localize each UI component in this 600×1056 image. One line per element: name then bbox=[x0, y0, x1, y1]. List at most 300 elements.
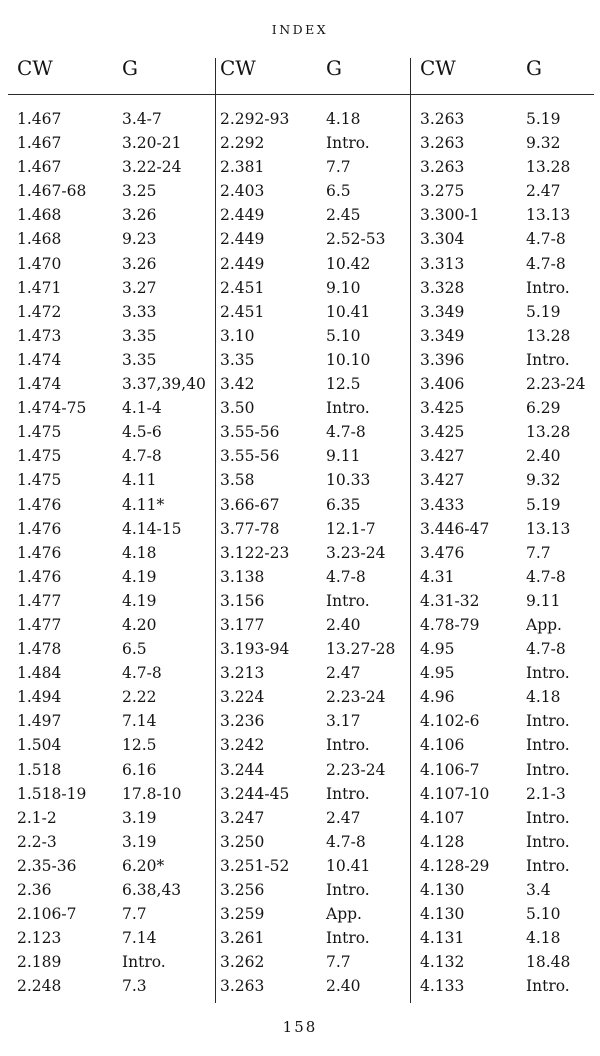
cw-reference: 1.476 bbox=[17, 495, 62, 514]
index-entry bbox=[0, 300, 210, 324]
index-entry bbox=[0, 806, 210, 830]
index-entry bbox=[0, 589, 210, 613]
cw-reference: 1.494 bbox=[17, 688, 62, 707]
index-entry bbox=[0, 878, 210, 902]
index-entry bbox=[410, 252, 600, 276]
g-reference: 3.4-7 bbox=[122, 110, 162, 128]
cw-reference: 1.478 bbox=[17, 640, 62, 659]
index-entry bbox=[210, 589, 410, 613]
g-reference: 4.20 bbox=[122, 615, 157, 634]
index-entry bbox=[0, 396, 210, 420]
cw-reference: 2.451 bbox=[220, 278, 265, 297]
cw-reference: 3.263 bbox=[420, 110, 465, 128]
g-reference: 3.22-24 bbox=[122, 158, 182, 177]
index-entry bbox=[210, 950, 410, 974]
index-entry bbox=[0, 252, 210, 276]
index-entry bbox=[0, 203, 210, 227]
cw-reference: 3.156 bbox=[220, 591, 265, 610]
g-reference: 9.32 bbox=[526, 471, 561, 490]
index-entry bbox=[210, 685, 410, 709]
index-entry bbox=[0, 637, 210, 661]
g-reference: 9.32 bbox=[526, 134, 561, 153]
g-reference: App. bbox=[526, 615, 562, 634]
index-entry bbox=[0, 902, 210, 926]
index-entry bbox=[410, 685, 600, 709]
g-reference: Intro. bbox=[526, 977, 570, 996]
index-entry bbox=[410, 372, 600, 396]
index-entry bbox=[210, 324, 410, 348]
index-entry bbox=[410, 709, 600, 733]
cw-reference: 4.96 bbox=[420, 688, 455, 707]
index-column-3 bbox=[410, 56, 600, 1001]
cw-reference: 3.263 bbox=[420, 158, 465, 177]
index-entry bbox=[0, 107, 210, 131]
g-reference: Intro. bbox=[526, 808, 570, 827]
index-entry bbox=[0, 565, 210, 589]
index-entry bbox=[410, 758, 600, 782]
cw-reference: 2.35-36 bbox=[17, 856, 77, 875]
cw-reference: 1.474-75 bbox=[17, 399, 87, 418]
g-reference: 12.5 bbox=[326, 375, 361, 394]
cw-reference: 3.244 bbox=[220, 760, 265, 779]
index-column-2 bbox=[210, 56, 410, 1001]
cw-reference: 3.259 bbox=[220, 905, 265, 924]
index-entry bbox=[410, 324, 600, 348]
cw-reference: 4.133 bbox=[420, 977, 465, 996]
cw-reference: 2.106-7 bbox=[17, 905, 77, 924]
g-reference: 7.14 bbox=[122, 712, 157, 731]
index-entry bbox=[410, 444, 600, 468]
g-reference: 4.19 bbox=[122, 567, 157, 586]
g-reference: Intro. bbox=[526, 832, 570, 851]
cw-reference: 4.106-7 bbox=[420, 760, 480, 779]
index-entry bbox=[210, 517, 410, 541]
g-reference: 2.23-24 bbox=[526, 375, 586, 394]
index-entry bbox=[410, 613, 600, 637]
index-entry bbox=[210, 613, 410, 637]
cw-reference: 3.213 bbox=[220, 664, 265, 683]
cw-reference: 3.55-56 bbox=[220, 447, 280, 466]
g-reference: Intro. bbox=[526, 278, 570, 297]
index-entry bbox=[410, 517, 600, 541]
g-reference: 6.35 bbox=[326, 495, 361, 514]
g-reference: 2.47 bbox=[326, 808, 361, 827]
cw-reference: 4.95 bbox=[420, 664, 455, 683]
index-entry bbox=[210, 974, 410, 998]
cw-reference: 2.1-2 bbox=[17, 808, 57, 827]
cw-reference: 2.2-3 bbox=[17, 832, 57, 851]
cw-reference: 4.128-29 bbox=[420, 856, 490, 875]
cw-reference: 1.475 bbox=[17, 471, 62, 490]
g-reference: 9.11 bbox=[326, 447, 361, 466]
cw-reference: 4.130 bbox=[420, 881, 465, 899]
index-entry bbox=[210, 758, 410, 782]
g-reference: Intro. bbox=[326, 881, 370, 899]
g-reference: Intro. bbox=[326, 591, 370, 610]
cw-reference: 1.474 bbox=[17, 350, 62, 369]
cw-reference: 3.251-52 bbox=[220, 856, 290, 875]
g-reference: 9.23 bbox=[122, 230, 157, 249]
cw-reference: 3.244-45 bbox=[220, 784, 290, 803]
index-entry bbox=[0, 493, 210, 517]
cw-reference: 4.31-32 bbox=[420, 591, 480, 610]
index-entry bbox=[410, 782, 600, 806]
g-reference: 5.10 bbox=[326, 326, 361, 345]
cw-reference: 3.263 bbox=[220, 977, 265, 996]
g-reference: 3.23-24 bbox=[326, 543, 386, 562]
cw-reference: 1.476 bbox=[17, 519, 62, 538]
cw-reference: 1.467-68 bbox=[17, 182, 87, 201]
cw-reference: 3.236 bbox=[220, 712, 265, 731]
index-entry bbox=[0, 444, 210, 468]
g-reference: 5.19 bbox=[526, 110, 561, 128]
index-entry bbox=[210, 396, 410, 420]
cw-reference: 3.247 bbox=[220, 808, 265, 827]
g-reference: 13.13 bbox=[526, 519, 571, 538]
g-header: G bbox=[122, 56, 138, 80]
index-entry bbox=[0, 661, 210, 685]
g-reference: 4.5-6 bbox=[122, 423, 162, 442]
g-reference: 13.13 bbox=[526, 206, 571, 225]
index-entry bbox=[210, 155, 410, 179]
cw-reference: 1.468 bbox=[17, 230, 62, 249]
g-reference: 10.42 bbox=[326, 254, 371, 273]
g-reference: 7.7 bbox=[526, 543, 551, 562]
cw-header: CW bbox=[220, 56, 256, 80]
index-entry bbox=[210, 179, 410, 203]
cw-reference: 1.518 bbox=[17, 760, 62, 779]
g-reference: 7.14 bbox=[122, 929, 157, 948]
cw-reference: 2.292-93 bbox=[220, 110, 290, 128]
g-header: G bbox=[526, 56, 542, 80]
g-reference: 4.7-8 bbox=[326, 423, 366, 442]
index-entry bbox=[210, 493, 410, 517]
index-entry bbox=[0, 782, 210, 806]
index-entry bbox=[410, 348, 600, 372]
cw-reference: 2.403 bbox=[220, 182, 265, 201]
cw-reference: 1.467 bbox=[17, 134, 62, 153]
index-entry bbox=[210, 300, 410, 324]
g-reference: 7.3 bbox=[122, 977, 147, 996]
g-reference: Intro. bbox=[526, 664, 570, 683]
cw-reference: 1.472 bbox=[17, 302, 62, 321]
cw-reference: 2.449 bbox=[220, 206, 265, 225]
g-reference: 6.5 bbox=[122, 640, 147, 659]
index-entry bbox=[210, 131, 410, 155]
cw-reference: 1.476 bbox=[17, 567, 62, 586]
g-reference: 12.1-7 bbox=[326, 519, 376, 538]
index-entry bbox=[0, 179, 210, 203]
g-reference: 4.7-8 bbox=[526, 230, 566, 249]
cw-reference: 3.261 bbox=[220, 929, 265, 948]
cw-reference: 1.475 bbox=[17, 447, 62, 466]
index-entry bbox=[0, 227, 210, 251]
g-reference: 4.19 bbox=[122, 591, 157, 610]
g-reference: 5.19 bbox=[526, 302, 561, 321]
g-reference: 2.47 bbox=[526, 182, 561, 201]
index-entry bbox=[410, 179, 600, 203]
cw-reference: 3.224 bbox=[220, 688, 265, 707]
cw-reference: 3.433 bbox=[420, 495, 465, 514]
index-entry bbox=[410, 661, 600, 685]
index-entry bbox=[0, 733, 210, 757]
g-reference: 3.19 bbox=[122, 832, 157, 851]
index-entry bbox=[410, 493, 600, 517]
g-reference: 3.33 bbox=[122, 302, 157, 321]
index-entry bbox=[0, 468, 210, 492]
g-reference: 2.23-24 bbox=[326, 688, 386, 707]
index-entry bbox=[410, 541, 600, 565]
g-reference: 3.4 bbox=[526, 881, 551, 899]
index-entry bbox=[410, 468, 600, 492]
index-entry bbox=[210, 854, 410, 878]
index-entry bbox=[0, 276, 210, 300]
cw-reference: 3.35 bbox=[220, 350, 255, 369]
g-reference: 2.23-24 bbox=[326, 760, 386, 779]
cw-reference: 4.131 bbox=[420, 929, 465, 948]
index-entry bbox=[410, 203, 600, 227]
cw-reference: 3.349 bbox=[420, 326, 465, 345]
cw-reference: 1.470 bbox=[17, 254, 62, 273]
g-reference: 6.38,43 bbox=[122, 881, 182, 899]
g-reference: 2.52-53 bbox=[326, 230, 386, 249]
cw-header: CW bbox=[17, 56, 53, 80]
index-entry bbox=[410, 155, 600, 179]
cw-reference: 1.477 bbox=[17, 591, 62, 610]
g-reference: Intro. bbox=[326, 929, 370, 948]
index-entry bbox=[410, 589, 600, 613]
index-entry bbox=[210, 203, 410, 227]
index-entry bbox=[0, 155, 210, 179]
g-reference: 3.19 bbox=[122, 808, 157, 827]
g-reference: 4.11* bbox=[122, 495, 165, 514]
cw-reference: 1.468 bbox=[17, 206, 62, 225]
cw-reference: 3.77-78 bbox=[220, 519, 280, 538]
cw-reference: 3.10 bbox=[220, 326, 255, 345]
cw-reference: 3.193-94 bbox=[220, 640, 290, 659]
cw-reference: 3.55-56 bbox=[220, 423, 280, 442]
g-reference: 3.17 bbox=[326, 712, 361, 731]
cw-reference: 1.497 bbox=[17, 712, 62, 731]
page-number: 158 bbox=[282, 1018, 318, 1036]
g-reference: Intro. bbox=[526, 350, 570, 369]
g-reference: 10.41 bbox=[326, 856, 371, 875]
index-entry bbox=[0, 685, 210, 709]
g-reference: 12.5 bbox=[122, 736, 157, 755]
index-entry bbox=[410, 926, 600, 950]
index-entry bbox=[410, 107, 600, 131]
g-reference: 6.16 bbox=[122, 760, 157, 779]
index-entry bbox=[410, 276, 600, 300]
g-reference: 3.26 bbox=[122, 206, 157, 225]
cw-reference: 1.518-19 bbox=[17, 784, 87, 803]
g-reference: Intro. bbox=[526, 736, 570, 755]
cw-reference: 3.446-47 bbox=[420, 519, 490, 538]
index-entry bbox=[210, 565, 410, 589]
cw-reference: 1.474 bbox=[17, 375, 62, 394]
g-reference: 6.5 bbox=[326, 182, 351, 201]
cw-reference: 3.256 bbox=[220, 881, 265, 899]
index-entry bbox=[210, 468, 410, 492]
g-reference: 4.7-8 bbox=[122, 447, 162, 466]
g-reference: 4.7-8 bbox=[526, 567, 566, 586]
index-entry bbox=[210, 372, 410, 396]
index-entry bbox=[210, 276, 410, 300]
g-reference: 3.26 bbox=[122, 254, 157, 273]
index-entry bbox=[210, 227, 410, 251]
cw-reference: 3.122-23 bbox=[220, 543, 290, 562]
index-entry bbox=[0, 950, 210, 974]
index-entry bbox=[410, 300, 600, 324]
cw-reference: 3.177 bbox=[220, 615, 265, 634]
index-entry bbox=[210, 348, 410, 372]
index-entry bbox=[0, 324, 210, 348]
g-reference: 2.47 bbox=[326, 664, 361, 683]
index-entry bbox=[0, 854, 210, 878]
g-reference: Intro. bbox=[326, 399, 370, 418]
cw-reference: 3.476 bbox=[420, 543, 465, 562]
cw-reference: 1.467 bbox=[17, 110, 62, 128]
index-entry bbox=[0, 758, 210, 782]
g-reference: 2.40 bbox=[526, 447, 561, 466]
g-reference: 4.7-8 bbox=[326, 567, 366, 586]
cw-reference: 1.484 bbox=[17, 664, 62, 683]
cw-reference: 3.58 bbox=[220, 471, 255, 490]
index-entry bbox=[210, 733, 410, 757]
cw-reference: 3.425 bbox=[420, 399, 465, 418]
cw-reference: 3.50 bbox=[220, 399, 255, 418]
index-entry bbox=[410, 806, 600, 830]
g-reference: 10.10 bbox=[326, 350, 371, 369]
g-reference: App. bbox=[326, 905, 362, 924]
cw-reference: 2.292 bbox=[220, 134, 265, 153]
index-entry bbox=[410, 637, 600, 661]
g-reference: 2.22 bbox=[122, 688, 157, 707]
g-reference: 2.40 bbox=[326, 615, 361, 634]
g-reference: 6.29 bbox=[526, 399, 561, 418]
g-reference: Intro. bbox=[526, 856, 570, 875]
g-reference: 4.18 bbox=[326, 110, 361, 128]
cw-reference: 1.477 bbox=[17, 615, 62, 634]
cw-reference: 3.242 bbox=[220, 736, 265, 755]
g-reference: 3.37,39,40 bbox=[122, 375, 206, 394]
cw-reference: 4.31 bbox=[420, 567, 455, 586]
g-reference: 17.8-10 bbox=[122, 784, 182, 803]
g-reference: 18.48 bbox=[526, 953, 571, 972]
index-entry bbox=[0, 974, 210, 998]
g-reference: 3.27 bbox=[122, 278, 157, 297]
index-entry bbox=[210, 709, 410, 733]
cw-reference: 3.427 bbox=[420, 447, 465, 466]
cw-reference: 3.300-1 bbox=[420, 206, 480, 225]
index-entry bbox=[0, 541, 210, 565]
index-entry bbox=[410, 854, 600, 878]
index-entry bbox=[410, 902, 600, 926]
cw-reference: 4.128 bbox=[420, 832, 465, 851]
cw-reference: 4.107-10 bbox=[420, 784, 490, 803]
g-reference: 2.1-3 bbox=[526, 784, 566, 803]
g-reference: Intro. bbox=[122, 953, 166, 972]
cw-reference: 1.504 bbox=[17, 736, 62, 755]
cw-reference: 3.328 bbox=[420, 278, 465, 297]
index-entry bbox=[410, 830, 600, 854]
g-header: G bbox=[326, 56, 342, 80]
g-reference: 4.11 bbox=[122, 471, 157, 490]
g-reference: 5.10 bbox=[526, 905, 561, 924]
g-reference: 6.20* bbox=[122, 856, 165, 875]
cw-reference: 4.95 bbox=[420, 640, 455, 659]
cw-reference: 3.263 bbox=[420, 134, 465, 153]
index-entry bbox=[0, 709, 210, 733]
cw-reference: 4.106 bbox=[420, 736, 465, 755]
g-reference: 3.35 bbox=[122, 350, 157, 369]
g-reference: 4.7-8 bbox=[122, 664, 162, 683]
cw-reference: 3.349 bbox=[420, 302, 465, 321]
g-reference: 13.28 bbox=[526, 326, 571, 345]
index-column-1 bbox=[0, 56, 210, 1001]
cw-reference: 2.381 bbox=[220, 158, 265, 177]
cw-reference: 4.130 bbox=[420, 905, 465, 924]
g-reference: Intro. bbox=[526, 760, 570, 779]
index-entry bbox=[0, 372, 210, 396]
index-rows bbox=[210, 107, 410, 998]
cw-reference: 4.107 bbox=[420, 808, 465, 827]
index-entry bbox=[210, 830, 410, 854]
g-reference: 13.28 bbox=[526, 158, 571, 177]
index-entry bbox=[210, 878, 410, 902]
index-entry bbox=[0, 926, 210, 950]
g-reference: 3.20-21 bbox=[122, 134, 182, 153]
g-reference: 13.27-28 bbox=[326, 640, 396, 659]
g-reference: 9.11 bbox=[526, 591, 561, 610]
cw-reference: 2.189 bbox=[17, 953, 62, 972]
index-entry bbox=[210, 252, 410, 276]
g-reference: 3.25 bbox=[122, 182, 157, 201]
cw-reference: 2.36 bbox=[17, 881, 52, 899]
g-reference: 9.10 bbox=[326, 278, 361, 297]
index-entry bbox=[210, 444, 410, 468]
g-reference: 2.40 bbox=[326, 977, 361, 996]
g-reference: 4.7-8 bbox=[526, 254, 566, 273]
g-reference: 5.19 bbox=[526, 495, 561, 514]
index-entry bbox=[410, 227, 600, 251]
index-entry bbox=[0, 830, 210, 854]
cw-reference: 3.275 bbox=[420, 182, 465, 201]
cw-reference: 3.138 bbox=[220, 567, 265, 586]
index-entry bbox=[0, 613, 210, 637]
cw-reference: 3.425 bbox=[420, 423, 465, 442]
index-entry bbox=[410, 950, 600, 974]
cw-reference: 2.123 bbox=[17, 929, 62, 948]
index-entry bbox=[210, 420, 410, 444]
index-entry bbox=[210, 782, 410, 806]
cw-reference: 3.427 bbox=[420, 471, 465, 490]
g-reference: 13.28 bbox=[526, 423, 571, 442]
index-entry bbox=[410, 420, 600, 444]
cw-reference: 3.313 bbox=[420, 254, 465, 273]
g-reference: 2.45 bbox=[326, 206, 361, 225]
cw-reference: 2.449 bbox=[220, 230, 265, 249]
index-entry bbox=[410, 733, 600, 757]
g-reference: 7.7 bbox=[326, 953, 351, 972]
page-title: INDEX bbox=[271, 22, 329, 37]
cw-reference: 3.406 bbox=[420, 375, 465, 394]
g-reference: 4.18 bbox=[122, 543, 157, 562]
index-entry bbox=[210, 806, 410, 830]
cw-reference: 1.475 bbox=[17, 423, 62, 442]
index-entry bbox=[210, 926, 410, 950]
index-entry bbox=[410, 565, 600, 589]
